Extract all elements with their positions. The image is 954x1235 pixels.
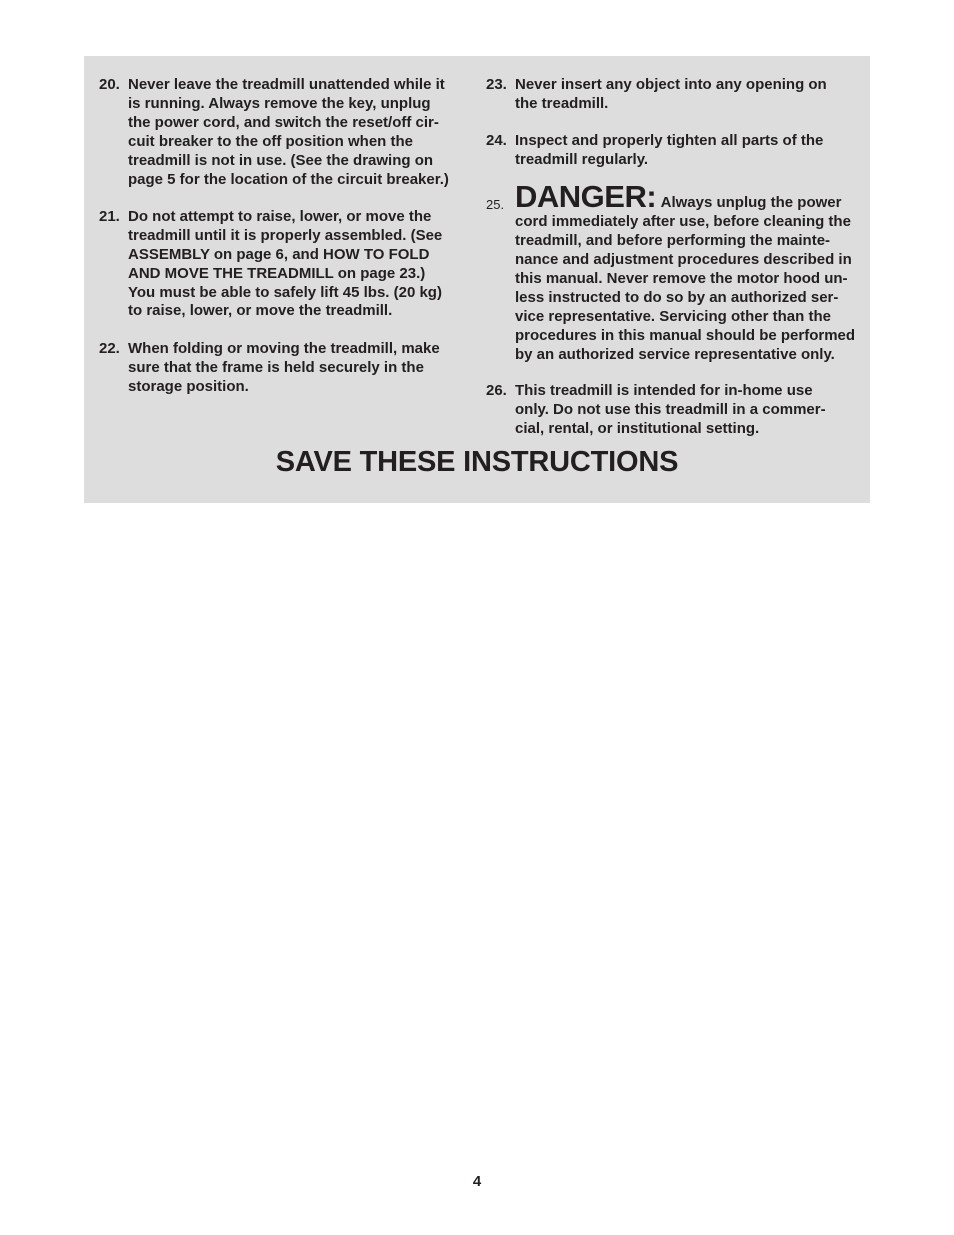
item-text: This treadmill is intended for in-home use only. Do not use this treadmill in a commer- cial, rental, or institutional setting.	[515, 382, 826, 437]
instruction-item-21	[99, 208, 469, 321]
item-text: Never insert any object into any opening on the treadmill.	[515, 76, 827, 112]
save-instructions-heading: SAVE THESE INSTRUCTIONS	[275, 446, 679, 478]
danger-heading: DANGER:	[515, 178, 657, 214]
instruction-item-20	[99, 76, 469, 189]
instruction-item-26	[486, 382, 858, 439]
danger-warning-item	[486, 178, 858, 364]
item-number: 22.	[99, 339, 120, 357]
item-text: Never leave the treadmill unattended while it is running. Always remove the key, unplug the power cord, and switch the reset/off cir- cuit breaker to the off position when the treadmill is not in use. (See the drawing on page 5 for the location of the circuit breaker.)	[128, 76, 449, 188]
right-column	[486, 76, 858, 439]
item-number: 20.	[99, 76, 120, 93]
page-number: 4	[472, 1173, 482, 1190]
item-text: Do not attempt to raise, lower, or move the treadmill until it is properly assembled. (See ASSEMBLY on page 6, and HOW TO FOLD AND MOVE THE TREADMILL on page 23.) You must be able to safely lift 45 lbs. (20 kg) to raise, lower, or move the treadmill.	[128, 207, 443, 320]
item-number: 25.	[486, 196, 505, 212]
left-column	[99, 76, 469, 397]
safety-instructions-panel	[84, 56, 870, 503]
item-text: When folding or moving the treadmill, make sure that the frame is held securely in the storage position.	[128, 339, 440, 395]
item-number: 24.	[486, 132, 507, 150]
item-number: 23.	[486, 76, 507, 93]
instruction-item-22	[99, 340, 469, 397]
item-number: 21.	[99, 207, 120, 225]
danger-first-line: Always unplug the power	[660, 193, 842, 211]
item-text: Inspect and properly tighten all parts of the treadmill regularly.	[515, 132, 824, 169]
item-number: 26.	[486, 382, 507, 400]
danger-text: cord immediately after use, before cleaning the treadmill, and before performing the mainte- nance and adjustment procedures described in this manual. Never remove the motor hood un- less instructed to do so by an authorized ser- vice representative. Servicing other than the procedures in this manual should be performed by an authorized service representative only.	[515, 212, 856, 363]
instruction-item-24	[486, 132, 858, 170]
instruction-item-23	[486, 76, 858, 114]
